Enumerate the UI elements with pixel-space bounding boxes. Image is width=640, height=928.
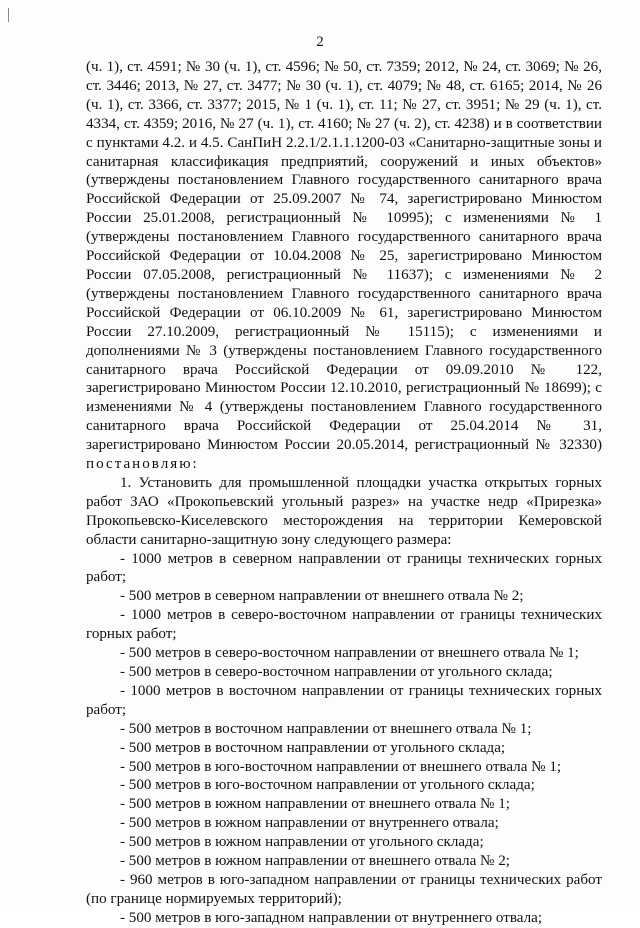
scan-artifact (8, 8, 9, 22)
zone-item: - 500 метров в юго-западном направлении от внутреннего отвала; (120, 909, 543, 926)
zone-item: - 500 метров в южном направлении от внешнего отвала № 2; (120, 853, 510, 870)
zone-item: - 500 метров в юго-восточном направлении от угольного склада; (120, 777, 535, 794)
clause-1: 1. Установить для промышленной площадки участка открытых горных работ ЗАО «Прокопьевский угольный разрез» на участке недр «Прирезка» Прокопьевско-Киселевского месторождения на территории Кемеровской области санитарно-защитную зону следующего размера: (86, 474, 602, 548)
zone-item: - 500 метров в северном направлении от внешнего отвала № 2; (120, 588, 524, 605)
page-number: 2 (316, 34, 324, 50)
zone-item: - 500 метров в северо-восточном направлении от угольного склада; (120, 664, 553, 680)
preamble-text: (ч. 1), ст. 4591; № 30 (ч. 1), ст. 4596; № 50, ст. 7359; 2012, № 24, ст. 3069; № 26, ст. 3446; 2013, № 27, ст. 3477; № 30 (ч. 1), ст. 4079; № 48, ст. 6165; 2014, № 26 (ч. 1), ст. 3366, ст. 3377; 2015, № 1 (ч. 1), ст. 11; № 27, ст. 3951; № 29 (ч. 1), ст. 4334, ст. 4359; 2016, № 27 (ч. 1), ст. 4160; № 27 (ч. 2), ст. 4238) и в соответствии с пунктами 4.2. и 4.5. СанПиН 2.2.1/2.1.1.1200-03 «Санитарно-защитные зоны и санитарная классификация предприятий, сооружений и иных объектов» (утверждены постановлением Главного государственного санитарного врача Российской Федерации от 25.09.2007 № 74, зарегистрировано Минюстом России 25.01.2008, регистрационный № 10995); с изменениями № 1 (утверждены постановлением Главного государственного санитарного врача Российской Федерации от 10.04.2008 № 25, зарегистрировано Минюстом России 07.05.2008, регистрационный № 11637); с изменениями № 2 (утверждены постановлением Главного государственного санитарного врача Российской Федерации от 06.10.2009 № 61, зарегистрировано Минюстом России 27.10.2009, регистрационный № 15115); с изменениями и дополнениями № 3 (утверждены постановлением Главного государственного санитарного врача Российской Федерации от 09.09.2010 № 122, зарегистрировано Минюстом России 12.10.2010, регистрационный № 18699); с изменениями № 4 (утверждены постановлением Главного государственного санитарного врача Российской Федерации от 25.04.2014 № 31, зарегистрировано Минюстом России 20.05.2014, регистрационный № 32330) (86, 59, 602, 454)
zone-item: - 500 метров в южном направлении от внутреннего отвала; (120, 815, 499, 832)
zone-item: - 500 метров в южном направлении от внешнего отвала № 1; (120, 796, 510, 813)
zone-item: - 1000 метров в северо-восточном направлении от границы технических горных работ; (86, 607, 602, 643)
document-body (86, 58, 602, 928)
zone-item: - 960 метров в юго-западном направлении от границы технических работ (по границе нормируемых территорий); (86, 871, 602, 907)
zone-item: - 1000 метров в восточном направлении от границы технических горных работ; (86, 682, 602, 718)
zone-item: - 500 метров в восточном направлении от угольного склада; (120, 739, 506, 756)
preamble-paragraph (86, 58, 602, 474)
zone-item: - 500 метров в восточном направлении от внешнего отвала № 1; (120, 720, 532, 737)
zone-item: - 500 метров в южном направлении от угольного склада; (120, 834, 484, 851)
zone-item: - 500 метров в северо-восточном направлении от внешнего отвала № 1; (120, 645, 579, 662)
zone-item: - 1000 метров в северном направлении от границы технических горных работ; (86, 550, 602, 586)
zone-item: - 500 метров в юго-восточном направлении от внешнего отвала № 1; (120, 758, 562, 775)
decree-word: постановляю: (86, 456, 199, 473)
